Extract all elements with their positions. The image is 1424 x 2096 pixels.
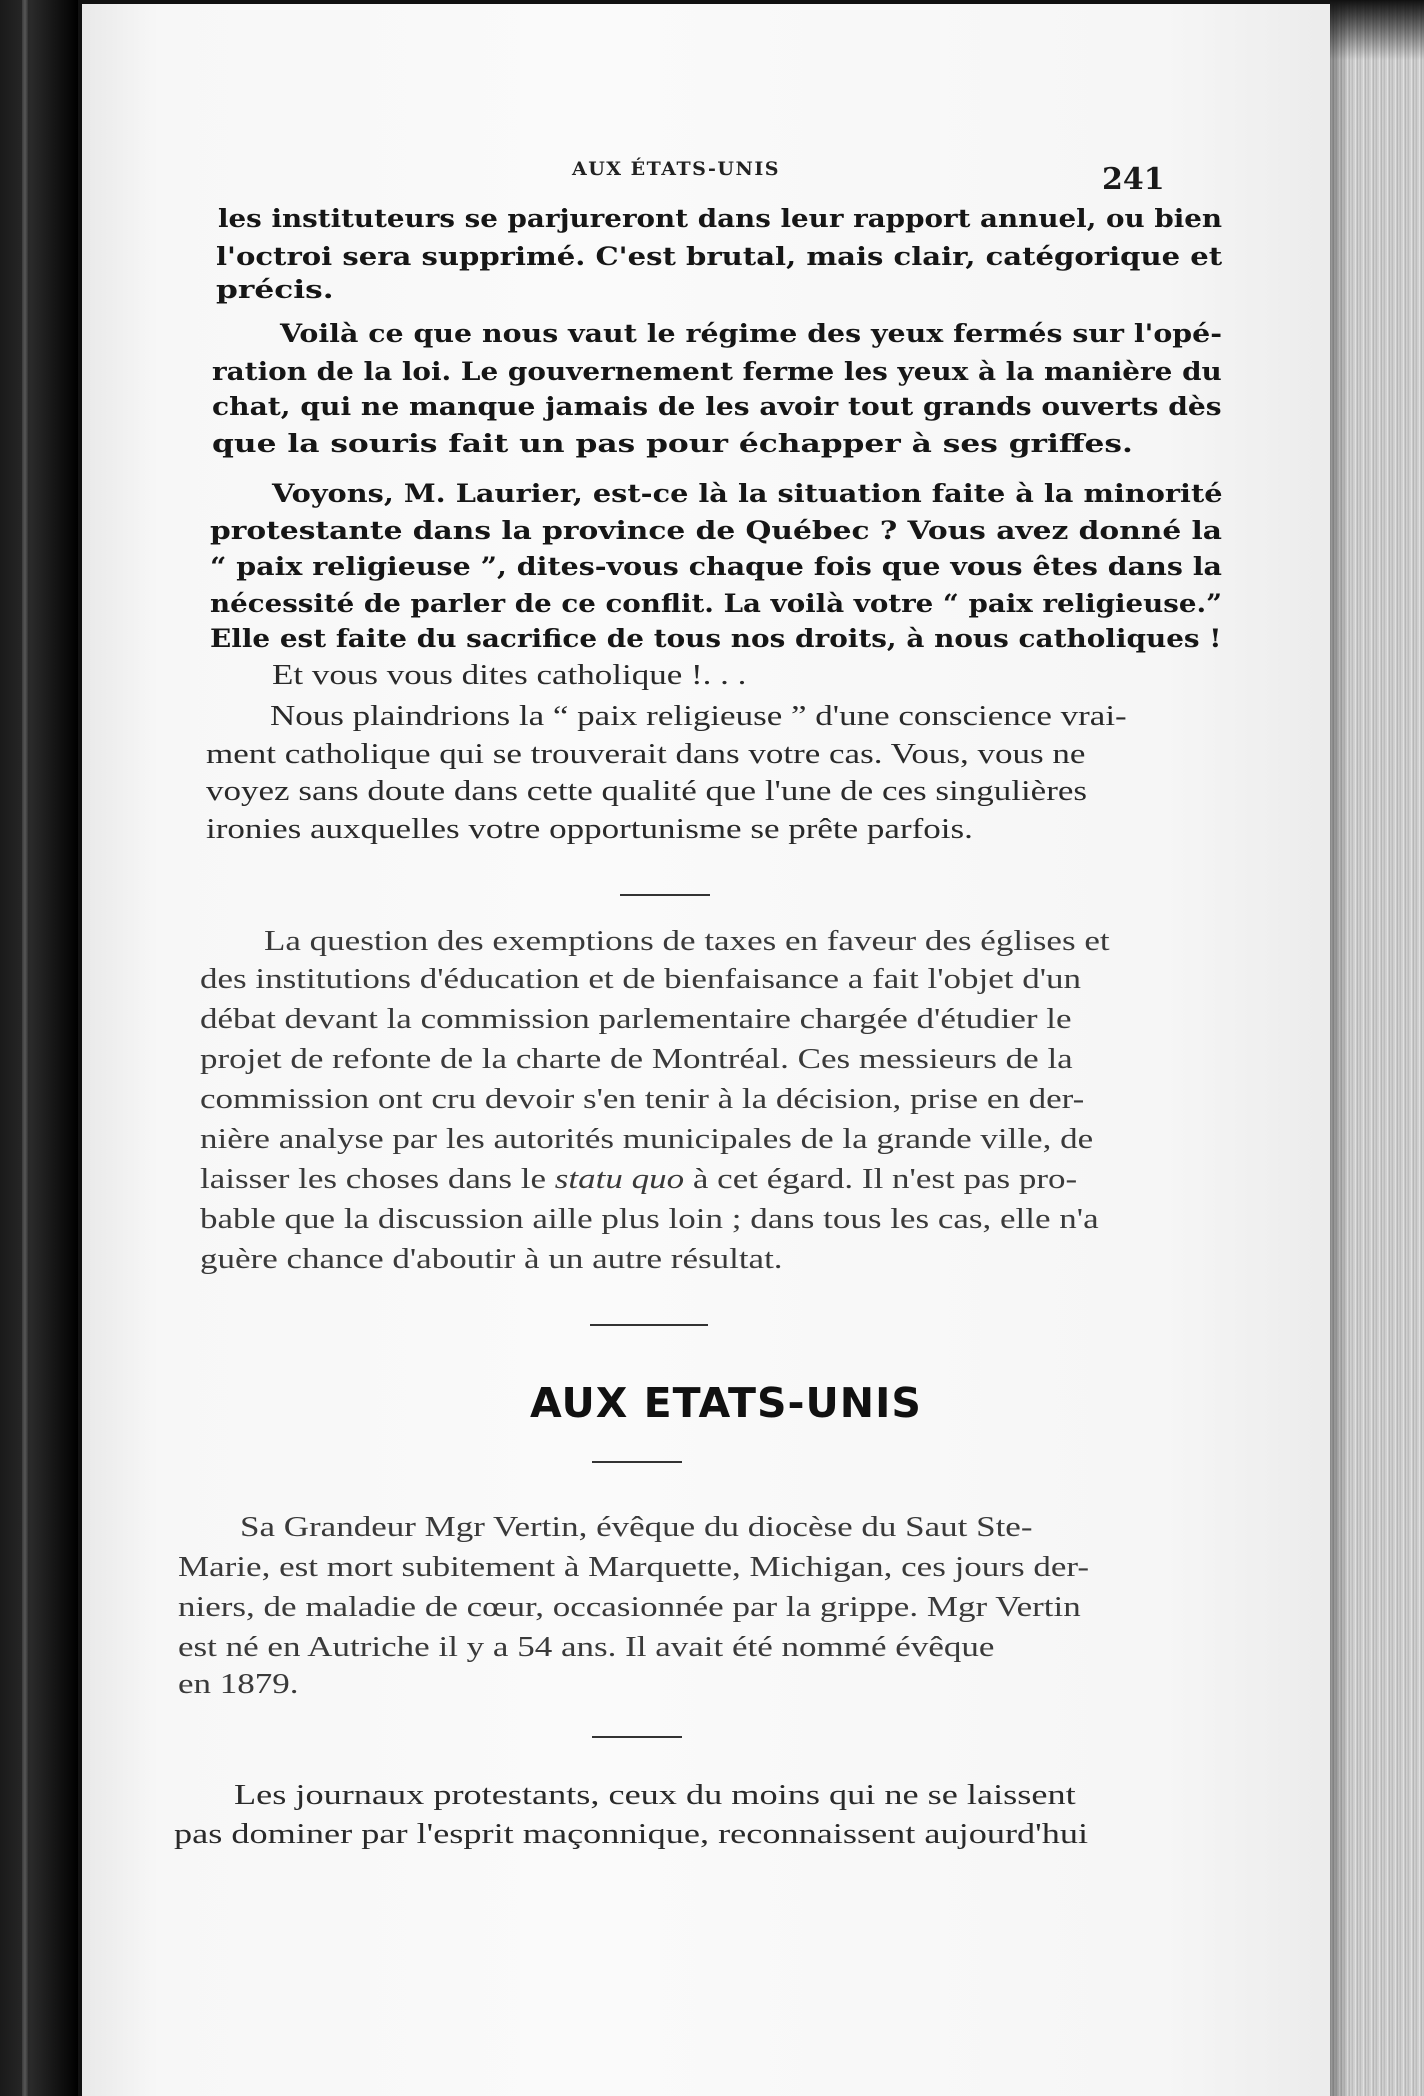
text-line: Voyons, M. Laurier, est-ce là la situation faite à la minorité (272, 479, 1223, 508)
book-binding (0, 0, 78, 2096)
text-line: Voilà ce que nous vaut le régime des yeux fermés sur l'opé- (280, 319, 1223, 348)
text-line: nière analyse par les autorités municipales de la grande ville, de (200, 1124, 1094, 1155)
page-edge-shadow (1330, 0, 1350, 2096)
text-line: les instituteurs se parjureront dans leur rapport annuel, ou bien (218, 204, 1223, 233)
text-line: précis. (216, 275, 334, 304)
text-line: bable que la discussion aille plus loin ; dans tous les cas, elle n'a (200, 1204, 1099, 1235)
text-line: pas dominer par l'esprit maçonnique, reconnaissent aujourd'hui (174, 1818, 1089, 1850)
book-page (82, 4, 1352, 2096)
text-line: l'octroi sera supprimé. C'est brutal, mais clair, catégorique et (216, 242, 1223, 271)
text-line: “ paix religieuse ”, dites-vous chaque fois que vous êtes dans la (210, 552, 1223, 581)
text-line: La question des exemptions de taxes en faveur des églises et (264, 926, 1110, 957)
text-line: Les journaux protestants, ceux du moins qui ne se laissent (234, 1779, 1076, 1811)
text-line (200, 1164, 1077, 1196)
text-line: Marie, est mort subitement à Marquette, Michigan, ces jours der- (178, 1552, 1089, 1583)
text-line: ironies auxquelles votre opportunisme se prête parfois. (206, 814, 973, 845)
page-edge-top-shade (1330, 0, 1424, 60)
running-head: AUX ÉTATS-UNIS (572, 158, 780, 180)
text-line: ration de la loi. Le gouvernement ferme les yeux à la manière du (212, 357, 1222, 386)
text-line: est né en Autriche il y a 54 ans. Il avait été nommé évêque (178, 1632, 995, 1663)
text-line: nécessité de parler de ce conflit. La voilà votre “ paix religieuse.” (210, 589, 1223, 618)
text-line: projet de refonte de la charte de Montréal. Ces messieurs de la (200, 1044, 1073, 1075)
text-fragment: à cet égard. Il n'est pas pro- (684, 1164, 1078, 1195)
text-line: voyez sans doute dans cette qualité que l'une de ces singulières (206, 776, 1088, 807)
text-line: guère chance d'aboutir à un autre résultat. (200, 1244, 783, 1275)
text-line: que la souris fait un pas pour échapper à ses griffes. (212, 429, 1133, 458)
text-line: Et vous vous dites catholique !. . . (272, 660, 747, 691)
italic-phrase: statu quo (554, 1164, 685, 1195)
section-title: AUX ETATS-UNIS (530, 1379, 922, 1427)
section-divider (620, 894, 710, 896)
text-line: Nous plaindrions la “ paix religieuse ” d'une conscience vrai- (270, 701, 1127, 732)
text-line: Elle est faite du sacrifice de tous nos droits, à nous catholiques ! (210, 624, 1222, 653)
text-line: des institutions d'éducation et de bienfaisance a fait l'objet d'un (200, 964, 1082, 995)
text-line: chat, qui ne manque jamais de les avoir tout grands ouverts dès (212, 392, 1222, 421)
text-line: commission ont cru devoir s'en tenir à la décision, prise en der- (200, 1084, 1085, 1115)
text-line: en 1879. (178, 1669, 299, 1700)
section-divider (592, 1736, 682, 1738)
text-line: protestante dans la province de Québec ? Vous avez donné la (210, 516, 1223, 545)
binding-edge (22, 0, 28, 2096)
section-divider (592, 1461, 682, 1463)
page-number: 241 (1102, 162, 1165, 197)
section-divider (590, 1324, 708, 1326)
text-line: Sa Grandeur Mgr Vertin, évêque du diocèse du Saut Ste- (240, 1512, 1033, 1543)
text-line: ment catholique qui se trouverait dans votre cas. Vous, vous ne (206, 739, 1086, 770)
text-line: débat devant la commission parlementaire chargée d'étudier le (200, 1004, 1072, 1035)
text-line: niers, de maladie de cœur, occasionnée par la grippe. Mgr Vertin (178, 1592, 1081, 1623)
text-fragment: laisser les choses dans le (200, 1164, 555, 1195)
